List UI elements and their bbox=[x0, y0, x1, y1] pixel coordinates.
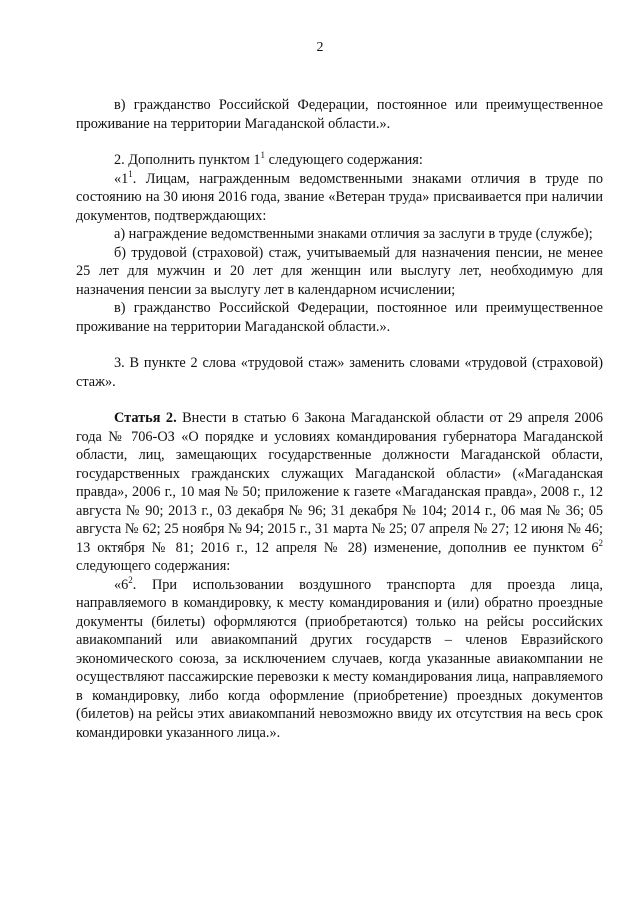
paragraph-item-6-2: «$6^2$. При использовании воздушного транспорта для проезда лица, направляемого в командировку, к месту командирования и (или) обратно проездные документы (билеты) оформляются (приобретаются) только на рейсы российских авиакомпаний или авиакомпаний других государств – членов Евразийского экономического союза, за исключением случаев, когда указанные авиакомпании не осуществляют пассажирские перевозки к месту командирования лица, направляемого в командировку, либо когда оформление (приобретение) проездных документов (билетов) на рейсы этих авиакомпаний невозможно ввиду их отсутствия на весь срок командировки указанного лица.». bbox=[76, 574, 603, 741]
document-body bbox=[76, 96, 603, 742]
paragraph-subitem-v: в) гражданство Российской Федерации, постоянное или преимущественное проживание на территории Магаданской области.». bbox=[76, 300, 603, 335]
paragraph-item-2: 2. Дополнить пунктом $1^1$ следующего содержания: bbox=[114, 150, 423, 168]
article-label: Статья 2. bbox=[114, 410, 177, 426]
page-number: 2 bbox=[316, 40, 324, 55]
paragraph-citizenship-1: в) гражданство Российской Федерации, постоянное или преимущественное проживание на территории Магаданской области.». bbox=[76, 97, 603, 132]
paragraph-item-3: 3. В пункте 2 слова «трудовой стаж» заменить словами «трудовой (страховой) стаж». bbox=[76, 355, 603, 390]
paragraph-article-2: Статья 2. Внести в статью 6 Закона Магаданской области от 29 апреля 2006 года № 706-ОЗ «О порядке и условиях командирования губернатора Магаданской области, лиц, замещающих государственные должности Магаданской области, государственных гражданских служащих Магаданской области» («Магаданская правда», 2006 г., 10 мая № 50; приложение к газете «Магаданская правда», 2008 г., 12 августа № 90; 2013 г., 03 декабря № 96; 31 декабря № 104; 2014 г., 06 мая № 36; 05 августа № 62; 25 ноября № 94; 2015 г., 31 марта № 25; 07 апреля № 27; 12 июня № 46; 13 октября № 81; 2016 г., 12 апреля № 28) изменение, дополнив ее пунктом $6^2$ следующего содержания: bbox=[76, 410, 603, 574]
paragraph-subitem-a: а) награждение ведомственными знаками отличия за заслуги в труде (службе); bbox=[114, 226, 593, 242]
paragraph-subitem-b: б) трудовой (страховой) стаж, учитываемый для назначения пенсии, не менее 25 лет для мужчин и 20 лет для женщин или выслугу лет, необходимую для назначения пенсии за выслугу лет в календарном исчислении; bbox=[76, 244, 603, 298]
paragraph-item-1-1: «$1^1$. Лицам, награжденным ведомственными знаками отличия в труде по состоянию на 30 июня 2016 года, звание «Ветеран труда» присваивается при наличии документов, подтверждающих: bbox=[76, 168, 603, 224]
